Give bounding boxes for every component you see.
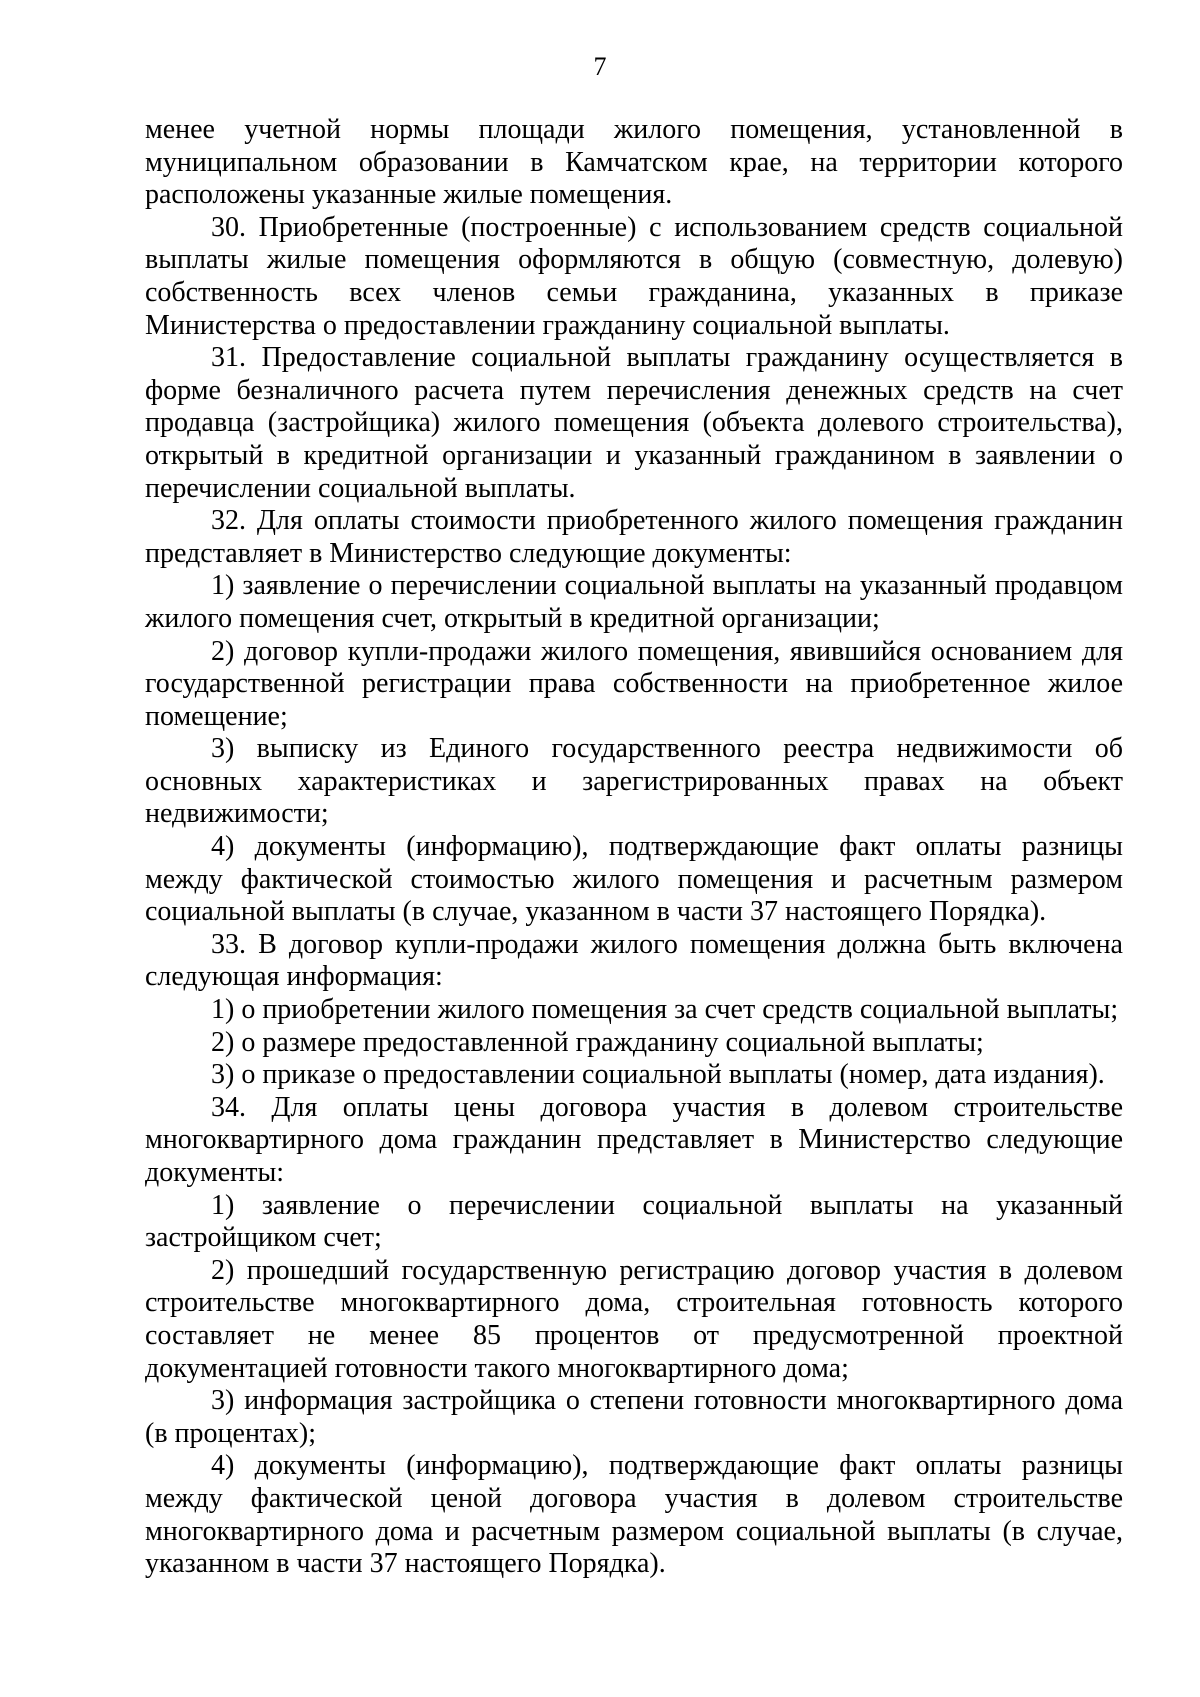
clause-34-item-2: 2) прошедший государственную регистрацию договор участия в долевом строительстве многоквартирного дома, строительная готовность которого составляет не менее 85 процентов от предусмотренной проектной документацией готовности такого многоквартирного дома; (145, 1254, 1123, 1384)
clause-34-item-4: 4) документы (информацию), подтверждающие факт оплаты разницы между фактической ценой договора участия в долевом строительстве многоквартирного дома и расчетным размером социальной выплаты (в случае, указанном в части 37 настоящего Порядка). (145, 1450, 1123, 1580)
clause-32-item-4: 4) документы (информацию), подтверждающие факт оплаты разницы между фактической стоимостью жилого помещения и расчетным размером социальной выплаты (в случае, указанном в части 37 настоящего Порядка). (145, 831, 1123, 928)
clause-31: 31. Предоставление социальной выплаты гражданину осуществляется в форме безналичного расчета путем перечисления денежных средств на счет продавца (застройщика) жилого помещения (объекта долевого строительства), открытый в кредитной организации и указанный гражданином в заявлении о перечислении социальной выплаты. (145, 342, 1123, 504)
clause-33-item-1: 1) о приобретении жилого помещения за счет средств социальной выплаты; (211, 994, 1119, 1026)
clause-32-item-2: 2) договор купли-продажи жилого помещения, явившийся основанием для государственной регистрации права собственности на приобретенное жилое помещение; (145, 635, 1123, 732)
clause-32-item-3: 3) выписку из Единого государственного реестра недвижимости об основных характеристиках и зарегистрированных правах на объект недвижимости; (145, 733, 1123, 830)
clause-32: 32. Для оплаты стоимости приобретенного жилого помещения гражданин представляет в Министерство следующие документы: (145, 505, 1123, 569)
clause-33-item-3: 3) о приказе о предоставлении социальной выплаты (номер, дата издания). (211, 1059, 1105, 1091)
clause-34-item-1: 1) заявление о перечислении социальной выплаты на указанный застройщиком счет; (145, 1189, 1123, 1254)
paragraph-continuation: менее учетной нормы площади жилого помещения, установленной в муниципальном образовании в Камчатском крае, на территории которого расположены указанные жилые помещения. (145, 114, 1123, 211)
document-body (145, 114, 1123, 1581)
clause-34: 34. Для оплаты цены договора участия в долевом строительстве многоквартирного дома гражданин представляет в Министерство следующие документы: (145, 1091, 1123, 1188)
clause-33: 33. В договор купли-продажи жилого помещения должна быть включена следующая информация: (145, 928, 1123, 993)
page-number: 7 (593, 52, 607, 81)
clause-32-item-1: 1) заявление о перечислении социальной выплаты на указанный продавцом жилого помещения счет, открытый в кредитной организации; (145, 570, 1123, 634)
clause-33-item-2: 2) о размере предоставленной гражданину социальной выплаты; (211, 1026, 984, 1058)
clause-30: 30. Приобретенные (построенные) с использованием средств социальной выплаты жилые помещения оформляются в общую (совместную, долевую) собственность всех членов семьи гражданина, указанных в приказе Министерства о предоставлении гражданину социальной выплаты. (145, 211, 1123, 341)
clause-34-item-3: 3) информация застройщика о степени готовности многоквартирного дома (в процентах); (145, 1385, 1123, 1449)
